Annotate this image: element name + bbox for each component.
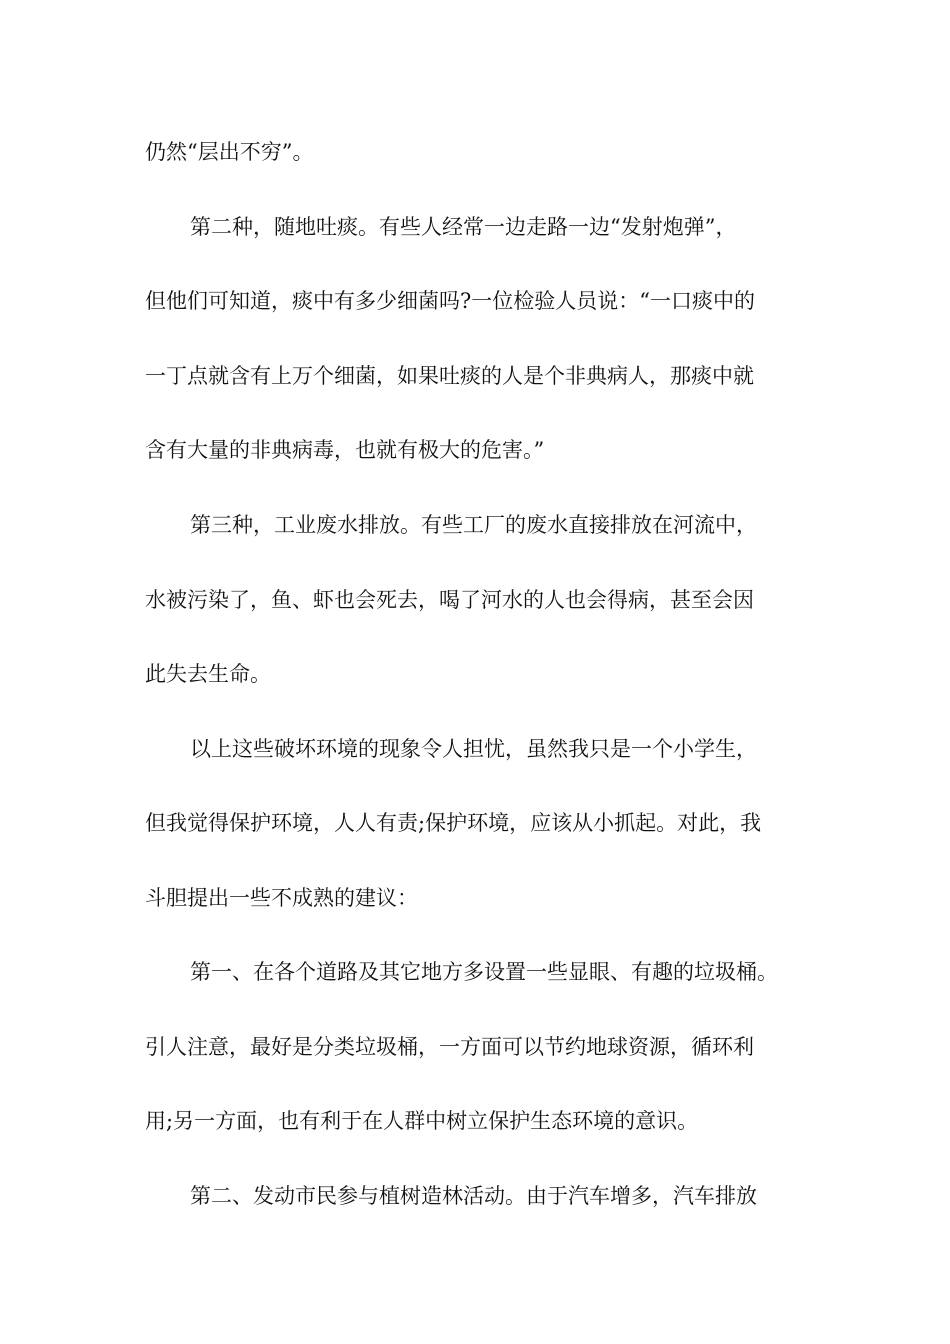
text-line: 但他们可知道，痰中有多少细菌吗?一位检验人员说：“一口痰中的: [145, 289, 755, 313]
text-line: 含有大量的非典病毒，也就有极大的危害。”: [145, 438, 545, 462]
text-line: 此失去生命。: [145, 662, 271, 686]
text-line: 仍然“层出不穷”。: [145, 140, 314, 164]
text-line: 但我觉得保护环境，人人有责;保护环境，应该从小抓起。对此，我: [145, 811, 762, 835]
text-line: 一丁点就含有上万个细菌，如果吐痰的人是个非典病人，那痰中就: [145, 364, 754, 388]
text-line: 水被污染了，鱼、虾也会死去，喝了河水的人也会得病，甚至会因: [145, 588, 754, 612]
paragraph-start-line: 第一、在各个道路及其它地方多设置一些显眼、有趣的垃圾桶。: [190, 960, 778, 984]
text-line: 斗胆提出一些不成熟的建议：: [145, 886, 418, 910]
paragraph-start-line: 第二、发动市民参与植树造林活动。由于汽车增多，汽车排放: [190, 1184, 757, 1208]
paragraph-start-line: 第三种，工业废水排放。有些工厂的废水直接排放在河流中，: [190, 513, 757, 537]
paragraph-start-line: 第二种，随地吐痰。有些人经常一边走路一边“发射炮弹”，: [190, 215, 737, 239]
text-line: 引人注意，最好是分类垃圾桶，一方面可以节约地球资源，循环利: [145, 1035, 754, 1059]
text-line: 用;另一方面，也有利于在人群中树立保护生态环境的意识。: [145, 1109, 699, 1133]
paragraph-start-line: 以上这些破坏环境的现象令人担忧，虽然我只是一个小学生，: [190, 737, 757, 761]
